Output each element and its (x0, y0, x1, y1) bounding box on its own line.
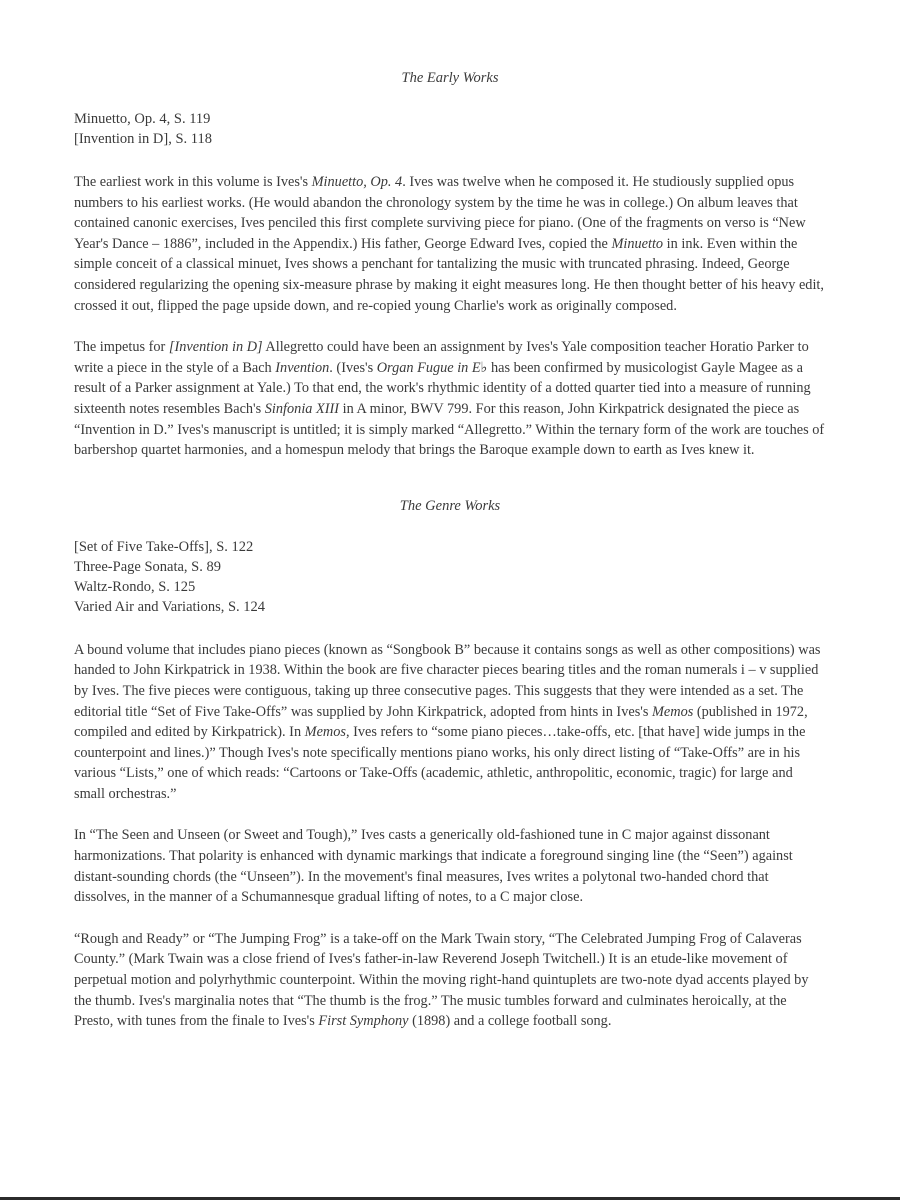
work-item-varied-air: Varied Air and Variations, S. 124 (74, 598, 266, 615)
work-item-take-offs: [Set of Five Take-Offs], S. 122 (74, 538, 254, 555)
paragraph-minuetto: The earliest work in this volume is Ives's Minuetto, Op. 4. Ives was twelve when he composed it. He studiously supplied opus numbers to his earliest works. (He would abandon the chronology system by the time he was in college.) On album leaves that contained canonic exercises, Ives penciled this first complete surviving piece for piano. (One of the fragments on verso is “New Year's Dance – 1886”, included in the Appendix.) His father, George Edward Ives, copied the Minuetto in ink. Even within the simple conceit of a classical minuet, Ives shows a penchant for tantalizing the music with truncated phrasing. Indeed, George considered regularizing the opening six-measure phrase by making it eight measures long. He then thought better of his heavy edit, crossed it out, flipped the page upside down, and re-copied young Charlie's work as originally composed. (74, 174, 824, 314)
paragraph-jumping-frog: “Rough and Ready” or “The Jumping Frog” is a take-off on the Mark Twain story, “The Celebrated Jumping Frog of Calaveras County.” (Mark Twain was a close friend of Ives's father-in-law Reverend Joseph Twitchell.) It is an etude-like movement of perpetual motion and polyrhythmic counterpoint. Within the moving right-hand quintuplets are two-note dyad accents played by the thumb. Ives's marginalia notes that “The thumb is the frog.” The music tumbles forward and culminates heroically, at the Presto, with tunes from the finale to Ives's First Symphony (1898) and a college football song. (74, 930, 809, 1030)
work-item-minuetto: Minuetto, Op. 4, S. 119 (74, 111, 211, 127)
work-item-three-page-sonata: Three-Page Sonata, S. 89 (74, 558, 221, 575)
work-item-invention: [Invention in D], S. 118 (74, 131, 213, 147)
paragraph-songbook-b: A bound volume that includes piano pieces (known as “Songbook B” because it contains songs as well as other compositions) was handed to John Kirkpatrick in 1938. Within the book are five character pieces bearing titles and the roman numerals i – v supplied by Ives. The five pieces were contiguous, taking up three consecutive pages. This suggests that they were intended as a set. The editorial title “Set of Five Take-Offs” was supplied by John Kirkpatrick, adopted from hints in Ives's Memos (published in 1972, compiled and edited by Kirkpatrick). In Memos, Ives refers to “some piano pieces…take-offs, etc. [that have] wide jumps in the counterpoint and lines.)” Though Ives's note specifically mentions piano works, his only direct listing of “Take-Offs” are in his various “Lists,” one of which reads: “Cartoons or Take-Offs (academic, athletic, anthropolitic, economic, tragic) for large and small orchestras.” (74, 641, 821, 802)
genre-works-list (74, 537, 826, 617)
section-heading-early-works: The Early Works (401, 70, 499, 86)
section-spacer (74, 482, 826, 498)
early-works-list (74, 109, 826, 149)
paragraph-invention: The impetus for [Invention in D] Allegretto could have been an assignment by Ives's Yale composition teacher Horatio Parker to write a piece in the style of a Bach Invention. (Ives's Organ Fugue in E♭ has been confirmed by musicologist Gayle Magee as a result of a Parker assignment at Yale.) To that end, the work's rhythmic identity of a dotted quarter tied into a measure of running sixteenth notes resembles Bach's Sinfonia XIII in A minor, BWV 799. For this reason, John Kirkpatrick designated the piece as “Invention in D.” Ives's manuscript is untitled; it is simply marked “Allegretto.” Within the ternary form of the work are touches of barbershop quartet harmonies, and a homespun melody that brings the Baroque example down to earth as Ives knew it. (74, 339, 825, 459)
paragraph-seen-and-unseen: In “The Seen and Unseen (or Sweet and Tough),” Ives casts a generically old-fashioned tune in C major against dissonant harmonizations. That polarity is enhanced with dynamic markings that indicate a foreground singing line (the “Seen”) against distant-sounding chords (the “Unseen”). In the movement's final measures, Ives writes a polytonal two-handed chord that dissolves, in the manner of a Schumannesque gradual lifting of notes, to a C major close. (74, 827, 793, 906)
section-heading-genre-works: The Genre Works (399, 497, 501, 514)
work-item-waltz-rondo: Waltz-Rondo, S. 125 (74, 578, 196, 595)
